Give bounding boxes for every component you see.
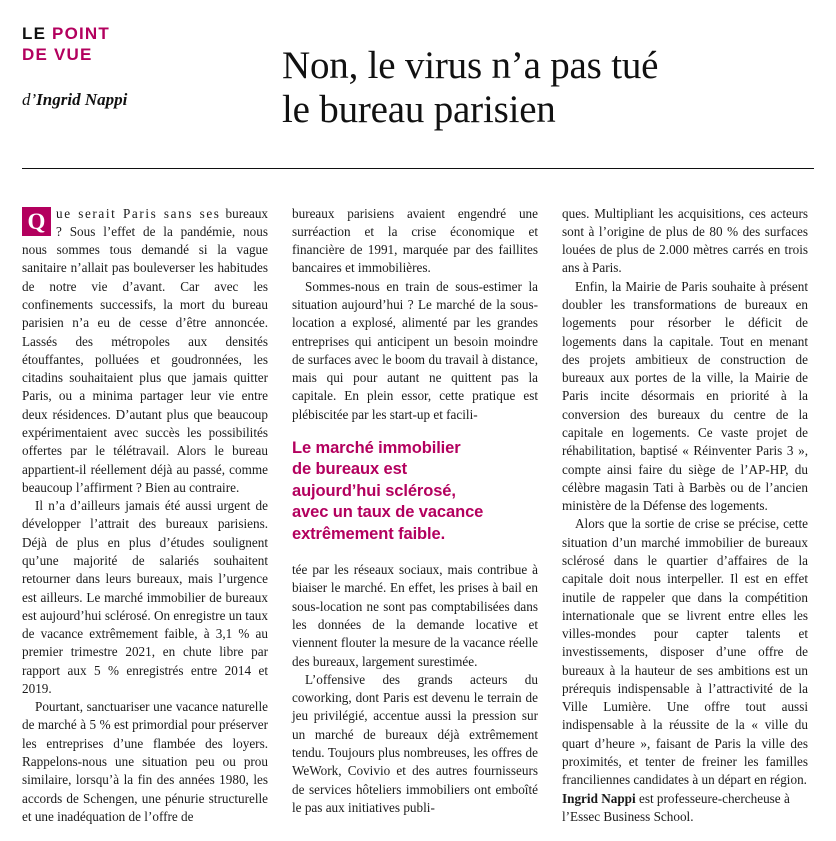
byline [22,90,274,110]
masthead-left [22,18,274,110]
byline-author: Ingrid Nappi [36,89,128,109]
kicker-line-two: DE VUE [22,44,93,64]
pull-quote [292,438,538,545]
paragraph: Il n’a d’ailleurs jamais été aussi urgent de développer l’attrait des bureaux parisiens. Déjà de plus en plus d’études soulignent qu’une majorité de salariés souhaitent retourner dans leurs bureaux, mais l’urgence est ailleurs. Le marché immobilier de bureaux est aujourd’hui sclérosé. On enregistre un taux de vacance extrêmement faible, à 3,1 % au premier trimestre 2021, en chute libre par rapport aux 5 % enregistrés entre 2014 et 2019. [22,498,268,696]
paragraph: Enfin, la Mairie de Paris souhaite à présent doubler les transformations de bureaux en logements pour résorber le déficit de logements dans la capitale. Tout en menant des projets ambitieux de construction de bureaux aux portes de la ville, la Mairie de Paris incite désormais en priorité à la conversion des bureaux du centre de la capitale en logements. Ce vaste projet de réhabilitation, baptisé « Réinventer Paris 3 », compte ainsi faire du siège de l’AP-HP, du célèbre magasin Tati à Barbès ou de l’ancien ministère de la Défense des logements. [562,278,808,514]
pull-quote-line-3: aujourd’hui sclérosé, [292,481,456,500]
headline-line-2: le bureau parisien [282,87,556,131]
kicker-point: POINT [52,24,110,43]
section-kicker [22,24,274,64]
drop-cap: Q [22,207,51,236]
masthead [22,18,814,169]
pull-quote-line-5: extrêmement faible. [292,524,446,543]
paragraph [22,205,268,498]
paragraph: Alors que la sortie de crise se précise, cette situation d’un marché immobilier de bureaux sclérosé dans le quartier d’affaires de la capitale doit nous interpeller. Il est en effet inutile de rappeler que dans la compétition internationale que se livrent entre elles les villes-mondes pour capter talents et investissements, disposer d’une offre de bureaux à la hauteur de ses ambitions est un prérequis indispensable à l’attractivité de la Ville Lumière. Une offre tout aussi indispensable à la réussite de la « ville du quart d’heure », faisant de Paris la ville des proximités, et tenter de freiner les familles franciliennes candidates à un départ en région. [562,516,808,788]
paragraph: Pourtant, sanctuariser une vacance naturelle de marché à 5 % est primordial pour préserver les entreprises d’une flambée des loyers. Rappelons-nous une situation peu ou prou similaire, lorsqu’à la fin des années 1980, les accords de Schengen, une pénurie structurelle et une inadéquation de l’offre de [22,699,268,824]
signoff-description: est professeure-chercheuse à l’Essec Business School. [562,790,790,824]
paragraph: bureaux parisiens avaient engendré une surréaction et la crise économique et financière de 1991, marquée par des faillites bancaires et immobilières. [292,205,538,276]
article-columns [22,205,814,827]
pull-quote-line-4: avec un taux de vacance [292,503,484,522]
signoff-author-name: Ingrid Nappi [562,790,636,806]
kicker-le: LE [22,24,53,43]
paragraph: L’offensive des grands acteurs du coworking, dont Paris est devenu le terrain de jeu privilégié, accentue aussi la pression sur un marché de bureaux déjà extrêmement tendu. Toujours plus nombreuses, les offres de WeWork, Covivio et des autres fournisseurs de services hôteliers immobiliers ont emboîté le pas aux initiatives publi- [292,671,538,815]
headline-line-1: Non, le virus n’a pas tué [282,44,659,88]
pull-quote-line-2: de bureaux est [292,460,408,479]
column-2 [292,205,538,827]
paragraph-text: bureaux ? Sous l’effet de la pandémie, nous nous sommes tous demandé si la vague sanitaire n’allait pas bouleverser les habitudes de notre vie d’avant. Car avec les confinements successifs, la mort du bureau parisien n’a eu de cesse d’être annoncée. Lassés des métropoles aux densités étouffantes, polluées et goudronnées, les citadins souhaitaient plus que jamais quitter Paris, ou a minima partager leur vie entre deux résidences. D’autant plus que beaucoup expérimentaient avec succès les possibilités offertes par le télétravail. Alors le bureau appartient-il réellement déjà au passé, comme beaucoup l’affirment ? Bien au contraire. [22,205,269,495]
page-title [274,44,814,131]
paragraph: tée par les réseaux sociaux, mais contribue à biaiser le marché. En effet, les prises à bail en sous-location ne sont pas comptabilisées dans les données de la demande locative et viennent flouter la mesure de la vacance réelle des bureaux, largement surestimée. [292,562,538,669]
paragraph: ques. Multipliant les acquisitions, ces acteurs sont à l’origine de plus de 80 % des surfaces louées de plus de 2.000 mètres carrés en trois ans à Paris. [562,205,808,276]
lead-words: ue serait Paris sans ses [56,205,221,221]
column-3 [562,205,808,827]
column-1 [22,205,268,827]
byline-prefix: d’ [22,89,37,109]
pull-quote-line-1: Le marché immobilier [292,438,461,457]
author-signoff [562,790,808,827]
paragraph: Sommes-nous en train de sous-estimer la situation aujourd’hui ? Le marché de la sous-location a explosé, alimenté par les grandes entreprises qui anticipent un besoin moindre de surfaces avec le boom du travail à distance, mais qui pour autant ne quittent pas la capitale. En plein essor, cette pratique est plébiscitée par les start-up et facili- [292,278,538,422]
